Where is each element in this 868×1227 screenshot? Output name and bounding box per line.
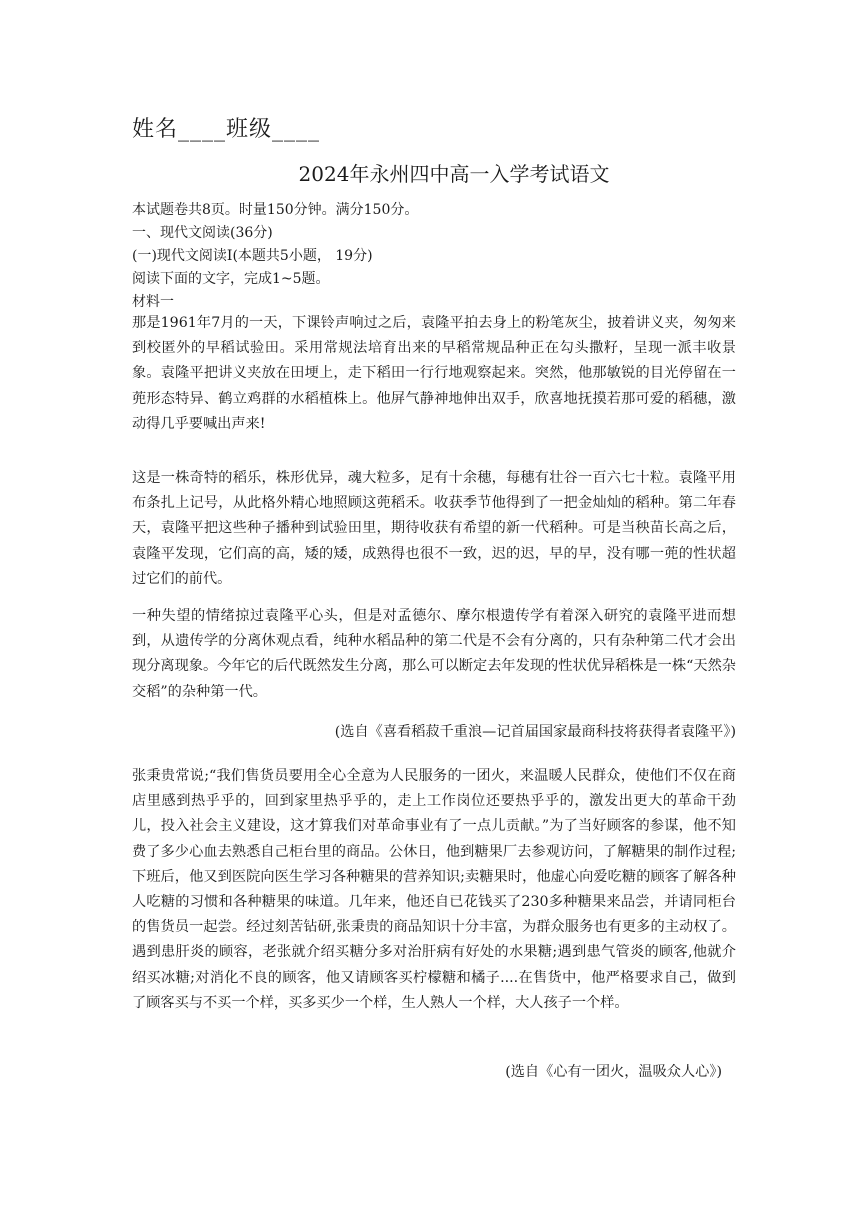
exam-title: 2024年永州四中高一入学考试语文 — [298, 162, 610, 186]
exam-info: 本试题卷共8页。时量150分钟。满分150分。 — [132, 202, 419, 218]
article-paragraph: 这是一株奇特的稻乐，株形优异，魂大粒多，足有十余穗，每穗有壮谷一百六七十粒。袁隆平用布条扎上记号，从此格外精心地照顾这蔸稻禾。收获季节他得到了一把金灿灿的稻种。第二年春天，袁隆平把这些种子播种到试验田里，期待收获有希望的新一代稻种。可是当秧苗长高之后，袁隆平发现，它们高的高，矮的矮，成熟得也很不一致，迟的迟，早的早，没有哪一蔸的性状超过它们的前代。 — [132, 470, 736, 587]
article-paragraph: 一种失望的情绪掠过袁隆平心头，但是对孟德尔、摩尔根遗传学有着深入研究的袁隆平进而想到，从遗传学的分离休观点看，纯种水稻品种的第二代是不会有分离的，只有杂种第二代才会出现分离现象。今年它的后代既然发生分离，那么可以断定去年发现的性状优异稻株是一株“天然杂交稻”的杂种第一代。 — [132, 608, 736, 700]
material-label: 材料一 — [132, 294, 174, 310]
instruction-text: 阅读下面的文字，完成1~5题。 — [132, 271, 330, 287]
name-class-line: 姓名____班级____ — [132, 117, 321, 142]
article-two-source: (选自《心有一团火，温吸众人心》) — [505, 1064, 722, 1080]
article-source: (选自《喜看稻菽千重浪—记首届国家最商科技将获得者袁隆平》) — [334, 724, 736, 740]
article-two-paragraph: 张秉贵常说;“我们售货员要用全心全意为人民服务的一团火，来温暖人民群众，使他们不仅在商店里感到热乎乎的，回到家里热乎乎的，走上工作岗位还要热乎乎的，激发出更大的革命干劲儿，投入社会主义建设，这才算我们对革命事业有了一点儿贡献。”为了当好顾客的参谋，他不知费了多少心血去熟悉自己柜台里的商品。公休日，他到糖果厂去参观访问，了解糖果的制作过程;下班后，他又到医院向医生学习各种糖果的营养知识;卖糖果时，他虚心向爱吃糖的顾客了解各种人吃糖的习惯和各种糖果的味道。几年来，他还自已花钱买了230多种糖果来品尝，并请同柜台的售货员一起尝。经过刻苦钻研,张秉贵的商品知识十分丰富，为群众服务也有更多的主动权了。遇到患肝炎的顾容，老张就介绍买糖分多对治肝病有好处的水果糖;遇到患气管炎的顾客,他就介绍买冰糖;对消化不良的顾客，他又请顾客买柠檬糖和橘子....在售货中，他严格要求自己，做到了顾客买与不买一个样，买多买少一个样，生人熟人一个样，大人孩子一个样。 — [132, 768, 736, 1011]
article-paragraph: 那是1961年7月的一天，下课铃声响过之后，袁隆平拍去身上的粉笔灰尘，披着讲义夹，匆匆来到校匿外的早稻试验田。采用常规法培育出来的早稻常规品种正在勾头撒籽，呈现一派丰收景象。袁隆平把讲义夹放在田埂上，走下稻田一行行地观察起来。突然，他那敏锐的目光停留在一蔸形态特异、鹤立鸡群的水稻植株上。他屏气静神地伸出双手，欣喜地抚摸若那可爱的稻穗，激动得几乎要喊出声来! — [132, 315, 736, 432]
section-heading: 一、现代文阅读(36分) — [132, 225, 273, 241]
subsection-heading: (一)现代文阅读Ⅰ(本题共5小题， 19分) — [132, 248, 373, 264]
